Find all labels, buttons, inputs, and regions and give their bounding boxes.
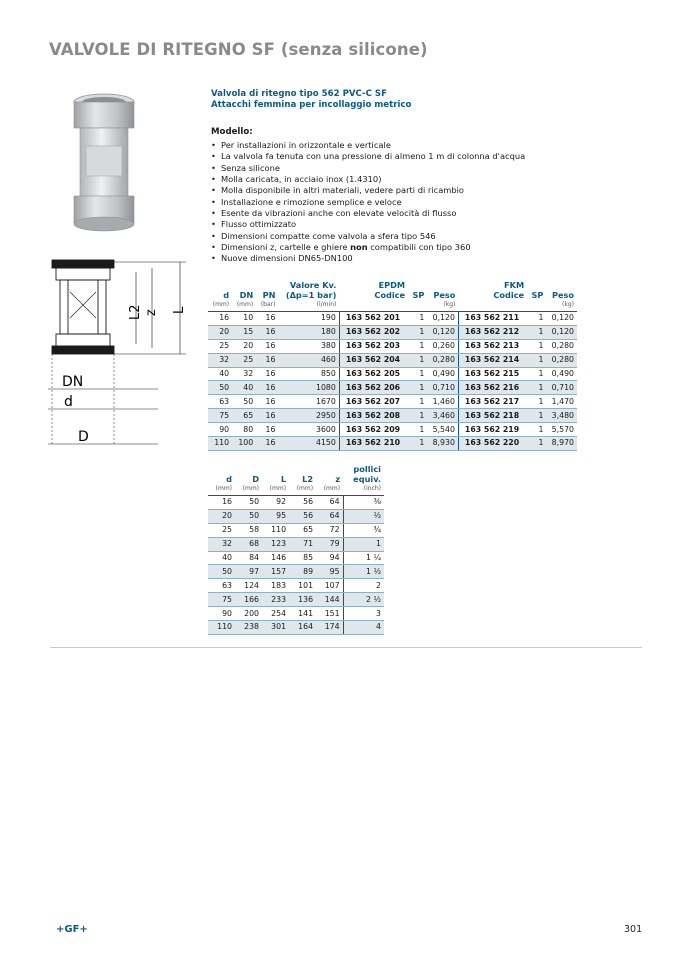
cell-D: 84 (235, 551, 262, 565)
cell-sp2: 1 (527, 395, 546, 409)
cell-pn: 16 (256, 423, 278, 437)
cell-pn: 16 (256, 437, 278, 451)
section-divider (50, 647, 642, 648)
unit-kv: (l/min) (316, 301, 337, 308)
cell-kv: 460 (278, 353, 339, 367)
cell-d: 25 (208, 523, 235, 537)
cell-sp1: 1 (408, 325, 427, 339)
cell-pollici: 1 ¼ (343, 551, 384, 565)
cell-L2: 56 (289, 509, 316, 523)
table-row (208, 593, 384, 607)
cell-D: 58 (235, 523, 262, 537)
cell-peso2: 5,570 (546, 423, 577, 437)
unit-D: (mm) (242, 485, 260, 492)
unit-peso2: (kg) (562, 301, 574, 308)
dimensions-table (208, 464, 384, 635)
cell-D: 68 (235, 537, 262, 551)
cell-d: 63 (208, 579, 235, 593)
cell-D: 166 (235, 593, 262, 607)
col-kv-line2: (Δp=1 bar) (285, 290, 337, 300)
codes-table-body (208, 312, 577, 451)
cell-pollici: ⅜ (343, 496, 384, 510)
cell-L: 183 (262, 579, 289, 593)
cell-sp1: 1 (408, 353, 427, 367)
col-pollici-line1: pollici (353, 464, 381, 474)
cell-epdm-code: 163 562 201 (339, 312, 408, 326)
table-row (208, 523, 384, 537)
cell-kv: 1080 (278, 381, 339, 395)
cell-L: 110 (262, 523, 289, 537)
cell-pn: 16 (256, 312, 278, 326)
cell-epdm-code: 163 562 202 (339, 325, 408, 339)
cell-L: 95 (262, 509, 289, 523)
cell-sp2: 1 (527, 409, 546, 423)
cell-peso1: 8,930 (427, 437, 458, 451)
label-d-large: D (78, 429, 89, 445)
table-row (208, 367, 577, 381)
model-heading: Modello: (211, 127, 253, 137)
cell-pn: 16 (256, 325, 278, 339)
cell-d: 20 (208, 509, 235, 523)
cell-d: 40 (208, 367, 232, 381)
unit-empty (408, 300, 427, 312)
cell-d: 20 (208, 325, 232, 339)
cell-peso2: 0,280 (546, 353, 577, 367)
cell-sp1: 1 (408, 395, 427, 409)
cell-L: 301 (262, 621, 289, 635)
cell-pn: 16 (256, 409, 278, 423)
cell-peso2: 0,710 (546, 381, 577, 395)
cell-sp1: 1 (408, 367, 427, 381)
cell-L: 233 (262, 593, 289, 607)
cell-peso1: 0,490 (427, 367, 458, 381)
cell-D: 238 (235, 621, 262, 635)
cell-epdm-code: 163 562 207 (339, 395, 408, 409)
table-row (208, 381, 577, 395)
cell-sp1: 1 (408, 339, 427, 353)
cell-peso1: 1,460 (427, 395, 458, 409)
col-fkm-line1: FKM (504, 280, 525, 290)
cell-pollici: 2 ½ (343, 593, 384, 607)
cell-peso2: 0,120 (546, 325, 577, 339)
cell-fkm-code: 163 562 214 (458, 353, 527, 367)
feature-item: • Molla disponibile in altri materiali, vedere parti di ricambio (211, 185, 525, 196)
cell-L: 92 (262, 496, 289, 510)
col-L2: L2 (302, 474, 314, 484)
cell-d: 75 (208, 409, 232, 423)
cell-epdm-code: 163 562 209 (339, 423, 408, 437)
cell-z: 64 (316, 496, 343, 510)
cell-pollici: 2 (343, 579, 384, 593)
feature-item: • Installazione e rimozione semplice e veloce (211, 197, 525, 208)
label-l2: L2 (128, 304, 143, 320)
col-pollici (343, 464, 384, 484)
unit-L: (mm) (269, 485, 287, 492)
cell-dn: 80 (232, 423, 256, 437)
table-row (208, 353, 577, 367)
cell-peso1: 0,280 (427, 353, 458, 367)
cell-peso2: 0,120 (546, 312, 577, 326)
cell-L2: 56 (289, 496, 316, 510)
feature-item: • Nuove dimensioni DN65-DN100 (211, 253, 525, 264)
valve-dimension-drawing (48, 258, 194, 448)
cell-sp1: 1 (408, 381, 427, 395)
cell-fkm-code: 163 562 217 (458, 395, 527, 409)
cell-dn: 25 (232, 353, 256, 367)
cell-pn: 16 (256, 353, 278, 367)
cell-epdm-code: 163 562 204 (339, 353, 408, 367)
table-row (208, 409, 577, 423)
cell-sp1: 1 (408, 409, 427, 423)
unit-L2: (mm) (296, 485, 314, 492)
cell-peso2: 3,480 (546, 409, 577, 423)
unit-d: (mm) (212, 301, 230, 308)
cell-d: 110 (208, 437, 232, 451)
cell-peso2: 1,470 (546, 395, 577, 409)
cell-d: 50 (208, 381, 232, 395)
cell-D: 50 (235, 509, 262, 523)
label-z: z (144, 309, 159, 316)
feature-item: • Esente da vibrazioni anche con elevate velocità di flusso (211, 208, 525, 219)
col-dn: DN (239, 290, 254, 300)
col-D: D (252, 474, 260, 484)
col-kv-line1: Valore Kv. (289, 280, 337, 290)
cell-kv: 850 (278, 367, 339, 381)
cell-d: 32 (208, 537, 235, 551)
cell-pollici: 4 (343, 621, 384, 635)
cell-epdm-code: 163 562 206 (339, 381, 408, 395)
valve-product-photo (56, 88, 152, 238)
feature-item: • Per installazioni in orizzontale e verticale (211, 140, 525, 151)
cell-z: 94 (316, 551, 343, 565)
cell-fkm-code: 163 562 213 (458, 339, 527, 353)
cell-z: 107 (316, 579, 343, 593)
cell-D: 124 (235, 579, 262, 593)
cell-dn: 100 (232, 437, 256, 451)
cell-dn: 40 (232, 381, 256, 395)
table-row (208, 551, 384, 565)
cell-d: 110 (208, 621, 235, 635)
label-dn: DN (62, 374, 84, 390)
feature-list (211, 140, 525, 265)
table-row (208, 537, 384, 551)
subtitle-line-1: Valvola di ritegno tipo 562 PVC-C SF (211, 89, 387, 99)
cell-sp2: 1 (527, 367, 546, 381)
cell-epdm-code: 163 562 205 (339, 367, 408, 381)
cell-d: 63 (208, 395, 232, 409)
cell-sp2: 1 (527, 381, 546, 395)
cell-z: 64 (316, 509, 343, 523)
feature-compat-post: compatibili con tipo 360 (367, 242, 471, 253)
col-peso2: Peso (551, 290, 574, 300)
cell-D: 50 (235, 496, 262, 510)
table-row (208, 607, 384, 621)
unit-empty (527, 300, 546, 312)
table-row (208, 325, 577, 339)
col-peso1: Peso (433, 290, 456, 300)
cell-pollici: 3 (343, 607, 384, 621)
subtitle-line-2: Attacchi femmina per incollaggio metrico (211, 100, 412, 110)
cell-kv: 2950 (278, 409, 339, 423)
cell-pn: 16 (256, 339, 278, 353)
col-fkm-line2: Codice (493, 290, 525, 300)
cell-L2: 71 (289, 537, 316, 551)
cell-sp2: 1 (527, 437, 546, 451)
feature-item: • Molla caricata, in acciaio inox (1.4310) (211, 174, 525, 185)
table-row (208, 579, 384, 593)
cell-z: 95 (316, 565, 343, 579)
cell-pollici: 1 (343, 537, 384, 551)
cell-L2: 164 (289, 621, 316, 635)
cell-peso1: 0,710 (427, 381, 458, 395)
unit-empty (339, 300, 408, 312)
cell-L2: 136 (289, 593, 316, 607)
table-row (208, 509, 384, 523)
cell-L2: 85 (289, 551, 316, 565)
cell-kv: 1670 (278, 395, 339, 409)
cell-D: 200 (235, 607, 262, 621)
table-row (208, 423, 577, 437)
table-row (208, 339, 577, 353)
col-pn: PN (262, 290, 276, 300)
cell-z: 72 (316, 523, 343, 537)
col-epdm-line1: EPDM (378, 280, 406, 290)
cell-sp1: 1 (408, 437, 427, 451)
cell-z: 144 (316, 593, 343, 607)
cell-epdm-code: 163 562 210 (339, 437, 408, 451)
cell-L: 157 (262, 565, 289, 579)
cell-d: 90 (208, 423, 232, 437)
codes-table (208, 280, 577, 451)
col-kv (278, 280, 339, 300)
cell-fkm-code: 163 562 220 (458, 437, 527, 451)
cell-sp1: 1 (408, 423, 427, 437)
unit-pn: (bar) (260, 301, 276, 308)
cell-L: 254 (262, 607, 289, 621)
feature-compat-bold: non (350, 242, 368, 253)
feature-item-compat (211, 242, 525, 253)
cell-epdm-code: 163 562 208 (339, 409, 408, 423)
product-subtitle (211, 89, 411, 111)
col-sp2: SP (531, 290, 544, 300)
cell-L: 146 (262, 551, 289, 565)
col-pollici-line2: equiv. (353, 474, 381, 484)
cell-d: 75 (208, 593, 235, 607)
col-L: L (280, 474, 287, 484)
cell-fkm-code: 163 562 216 (458, 381, 527, 395)
cell-d: 40 (208, 551, 235, 565)
cell-dn: 65 (232, 409, 256, 423)
cell-d: 25 (208, 339, 232, 353)
cell-peso2: 8,970 (546, 437, 577, 451)
cell-sp2: 1 (527, 325, 546, 339)
cell-pollici: ¾ (343, 523, 384, 537)
cell-L: 123 (262, 537, 289, 551)
unit-z: (mm) (323, 485, 341, 492)
table-row (208, 621, 384, 635)
cell-L2: 101 (289, 579, 316, 593)
col-z: z (335, 474, 341, 484)
col-epdm (339, 280, 408, 300)
cell-pn: 16 (256, 367, 278, 381)
cell-fkm-code: 163 562 215 (458, 367, 527, 381)
col-epdm-line2: Codice (374, 290, 406, 300)
cell-sp2: 1 (527, 423, 546, 437)
cell-dn: 15 (232, 325, 256, 339)
cell-kv: 190 (278, 312, 339, 326)
cell-pollici: ½ (343, 509, 384, 523)
cell-d: 16 (208, 496, 235, 510)
cell-z: 79 (316, 537, 343, 551)
cell-fkm-code: 163 562 212 (458, 325, 527, 339)
cell-kv: 3600 (278, 423, 339, 437)
cell-D: 97 (235, 565, 262, 579)
cell-L2: 89 (289, 565, 316, 579)
cell-peso1: 3,460 (427, 409, 458, 423)
col-fkm (458, 280, 527, 300)
cell-peso1: 5,540 (427, 423, 458, 437)
unit-peso1: (kg) (443, 301, 456, 308)
cell-d: 16 (208, 312, 232, 326)
feature-compat-pre: Dimensioni z, cartelle e ghiere (221, 242, 351, 253)
col-d: d (223, 290, 230, 300)
cell-kv: 4150 (278, 437, 339, 451)
cell-sp2: 1 (527, 312, 546, 326)
feature-item: • Flusso ottimizzato (211, 219, 525, 230)
cell-d: 50 (208, 565, 235, 579)
cell-peso1: 0,120 (427, 312, 458, 326)
cell-pollici: 1 ½ (343, 565, 384, 579)
cell-epdm-code: 163 562 203 (339, 339, 408, 353)
cell-dn: 10 (232, 312, 256, 326)
cell-sp2: 1 (527, 353, 546, 367)
cell-sp1: 1 (408, 312, 427, 326)
cell-d: 90 (208, 607, 235, 621)
table-row (208, 496, 384, 510)
page-title: VALVOLE DI RITEGNO SF (senza silicone) (49, 40, 428, 59)
col-sp1: SP (412, 290, 425, 300)
unit-d: (mm) (215, 485, 233, 492)
cell-pn: 16 (256, 381, 278, 395)
cell-fkm-code: 163 562 219 (458, 423, 527, 437)
cell-peso1: 0,120 (427, 325, 458, 339)
cell-z: 151 (316, 607, 343, 621)
unit-empty (458, 300, 527, 312)
table-row (208, 437, 577, 451)
feature-item: • Senza silicone (211, 163, 525, 174)
cell-L2: 141 (289, 607, 316, 621)
page-number: 301 (624, 924, 643, 935)
feature-item: • La valvola fa tenuta con una pressione di almeno 1 m di colonna d'acqua (211, 151, 525, 162)
cell-pn: 16 (256, 395, 278, 409)
cell-fkm-code: 163 562 211 (458, 312, 527, 326)
cell-kv: 180 (278, 325, 339, 339)
unit-dn: (mm) (236, 301, 254, 308)
gf-logo: +GF+ (56, 924, 88, 935)
cell-dn: 32 (232, 367, 256, 381)
label-l: L (172, 306, 187, 314)
cell-peso1: 0,260 (427, 339, 458, 353)
cell-L2: 65 (289, 523, 316, 537)
cell-d: 32 (208, 353, 232, 367)
col-d: d (226, 474, 233, 484)
cell-sp2: 1 (527, 339, 546, 353)
table-row (208, 395, 577, 409)
table-row (208, 565, 384, 579)
dimensions-table-body (208, 496, 384, 635)
cell-dn: 50 (232, 395, 256, 409)
cell-peso2: 0,490 (546, 367, 577, 381)
table-row (208, 312, 577, 326)
feature-item: • Dimensioni compatte come valvola a sfera tipo 546 (211, 231, 525, 242)
cell-peso2: 0,280 (546, 339, 577, 353)
cell-fkm-code: 163 562 218 (458, 409, 527, 423)
unit-pollici: (inch) (363, 485, 381, 492)
cell-dn: 20 (232, 339, 256, 353)
label-d-small: d (64, 394, 73, 410)
cell-z: 174 (316, 621, 343, 635)
cell-kv: 380 (278, 339, 339, 353)
